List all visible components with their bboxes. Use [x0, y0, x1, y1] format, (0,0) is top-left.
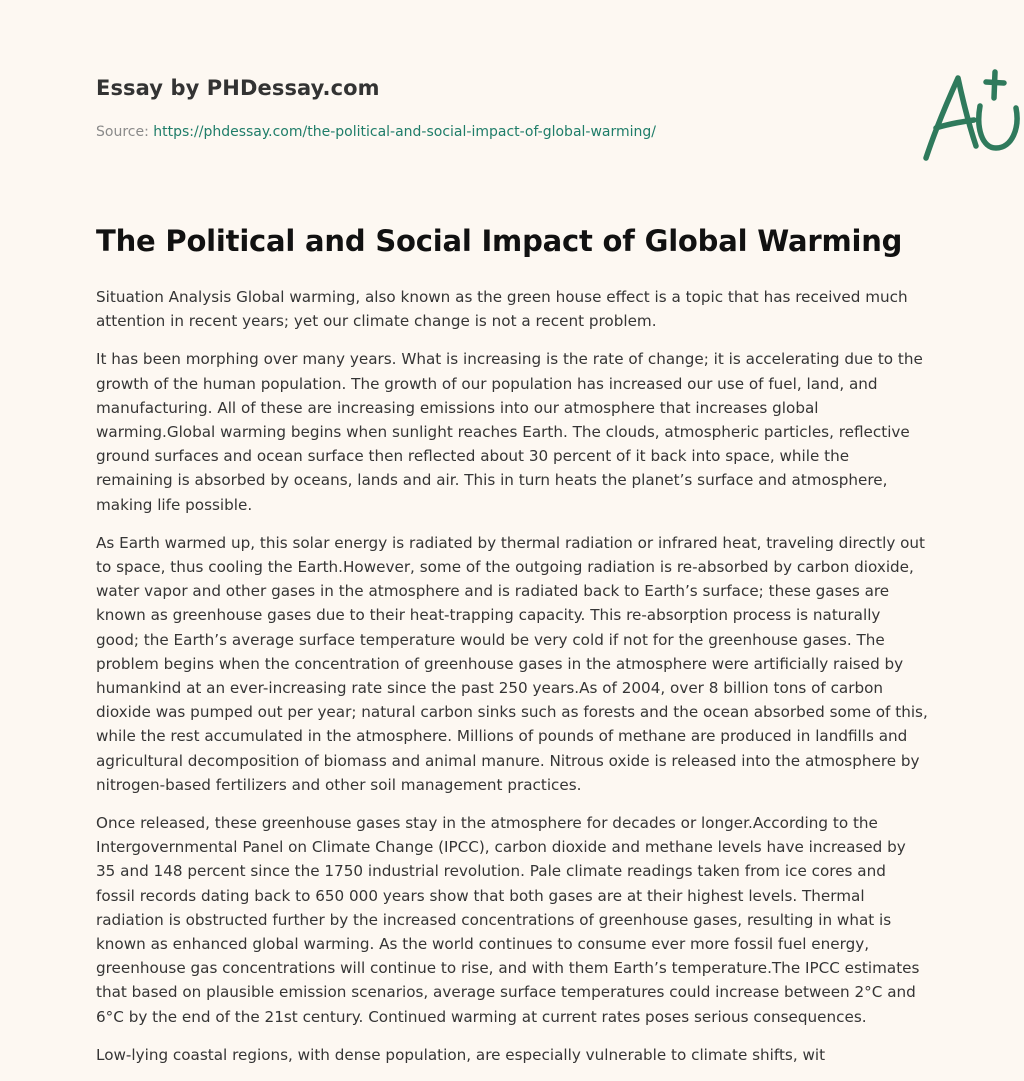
essay-body [96, 285, 928, 1081]
a-plus-logo [916, 66, 1024, 166]
site-title: Essay by PHDessay.com [96, 76, 380, 100]
source-line [96, 124, 656, 140]
paragraph-2: It has been morphing over many years. What is increasing is the rate of change; it is accelerating due to the growth of the human population. The growth of our population has increased our use of fuel, land, and manufacturing. All of these are increasing emissions into our atmosphere that increases global warming.Global warming begins when sunlight reaches Earth. The clouds, atmospheric particles, reflective ground surfaces and ocean surface then reflected about 30 percent of it back into space, while the remaining is absorbed by oceans, lands and air. This in turn heats the planet’s surface and atmosphere, making life possible. [96, 350, 923, 514]
paragraph-1: Situation Analysis Global warming, also known as the green house effect is a topic that has received much attention in recent years; yet our climate change is not a recent problem. [96, 288, 908, 331]
paragraph-3: As Earth warmed up, this solar energy is radiated by thermal radiation or infrared heat, traveling directly out to space, thus cooling the Earth.However, some of the outgoing radiation is re-absorbed by carbon dioxide, water vapor and other gases in the atmosphere and is radiated back to Earth’s surface; these gases are known as greenhouse gases due to their heat-trapping capacity. This re-absorption process is naturally good; the Earth’s average surface temperature would be very cold if not for the greenhouse gases. The problem begins when the concentration of greenhouse gases in the atmosphere were artificially raised by humankind at an ever-increasing rate since the past 250 years.As of 2004, over 8 billion tons of carbon dioxide was pumped out per year; natural carbon sinks such as forests and the ocean absorbed some of this, while the rest accumulated in the atmosphere. Millions of pounds of methane are produced in landfills and agricultural decomposition of biomass and animal manure. Nitrous oxide is released into the atmosphere by nitrogen-based fertilizers and other soil management practices. [96, 533, 928, 794]
source-label: Source: [96, 124, 154, 140]
source-link[interactable]: https://phdessay.com/the-political-and-social-impact-of-global-warming/ [153, 124, 657, 140]
essay-title: The Political and Social Impact of Global Warming [96, 224, 903, 258]
paragraph-5: Low-lying coastal regions, with dense population, are especially vulnerable to climate shifts, wit [96, 1045, 826, 1064]
paragraph-4: Once released, these greenhouse gases stay in the atmosphere for decades or longer.According to the Intergovernmental Panel on Climate Change (IPCC), carbon dioxide and methane levels have increased by 35 and 148 percent since the 1750 industrial revolution. Pale climate readings taken from ice cores and fossil records dating back to 650 000 years show that both gases are at their highest levels. Thermal radiation is obstructed further by the increased concentrations of greenhouse gases, resulting in what is known as enhanced global warming. As the world continues to consume ever more fossil fuel energy, greenhouse gas concentrations will continue to rise, and with them Earth’s temperature.The IPCC estimates that based on plausible emission scenarios, average surface temperatures could increase between 2°C and 6°C by the end of the 21st century. Continued warming at current rates poses serious consequences. [96, 814, 920, 1026]
a-plus-logo-icon [916, 66, 1024, 166]
